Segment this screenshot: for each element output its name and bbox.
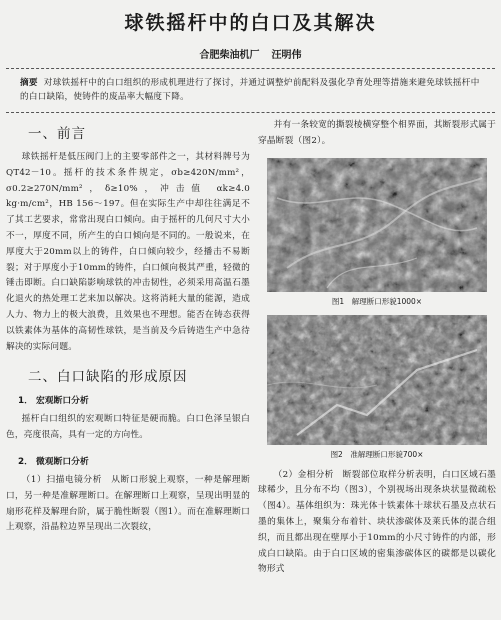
author-line bbox=[0, 46, 501, 61]
article-title: 球铁摇杆中的白口及其解决 bbox=[124, 12, 377, 34]
abstract-tag: 摘要 bbox=[20, 78, 38, 88]
intro-paragraph: 球铁摇杆是低压阀门上的主要零部件之一，其材料牌号为QT42－10。摇杆的技术条件规定，σb≥420N/mm²，σ0.2≥270N/mm²，δ≥10%，冲击值 αk≥4.0 kg·m/cm²，HB 156～197。但在实际生产中却往往满足不了其工艺要求，常常出现白口倾向。由于摇杆的几何尺寸大小不一，厚度不同，所产生的白口倾向是不同的。一般说来，在厚度大于20mm以上的铸件，白口倾向较少，经播击不易断裂；对于厚度小于10mm的铸件，白口倾向极其严重，轻微的锤击即断。白口缺陷影响球铁的冲击韧性，必须采用高温石墨化退火的热处理工艺来加以解决。这将消耗大量的能源，造成人力、物力上的极大浪费，且效果也不理想。能否在铸态获得以铁素体为基体的高韧性球铁，是当前及今后铸造生产中急待解决的实际问题。 bbox=[6, 152, 250, 352]
figure-1-micrograph bbox=[267, 158, 487, 292]
macro-paragraph: 摇杆白口组织的宏观断口特征是硬而脆。白口色泽呈银白色，亮度很高，具有一定的方向性。 bbox=[6, 414, 250, 441]
figure-2-micrograph bbox=[267, 315, 487, 445]
section-heading-causes: 二、白口缺陷的形成原因 bbox=[28, 369, 188, 386]
abstract bbox=[20, 76, 488, 104]
right-continuation-paragraph: 并有一条较宽的撕裂棱横穿整个相界面，其断裂形式属于穿晶断裂（图2）。 bbox=[258, 120, 496, 146]
figure-1-caption: 图1 解理断口形貌1000× bbox=[331, 296, 423, 306]
left-column bbox=[6, 122, 250, 536]
subheading-micro: 2． 微观断口分析 bbox=[18, 456, 89, 467]
top-divider bbox=[6, 68, 495, 69]
abstract-text: 对球铁摇杆中的白口组织的形成机理进行了探讨，并通过调整炉前配料及强化孕育处理等措施来避免球铁摇杆中的白口缺陷，使铸件的废品率大幅度下降。 bbox=[20, 78, 480, 102]
abstract-divider bbox=[6, 112, 495, 113]
micro-paragraph: （1）扫描电镜分析 从断口形貌上观察，一种是解理断口，另一种是准解理断口。在解理断口上观察，呈现出明显的扇形花样及解理台阶，属于脆性断裂（图1）。而在准解理断口上观察，沿晶粒边界呈现出二次裂纹， bbox=[6, 474, 250, 533]
metallography-paragraph: （2）金相分析 断裂部位取样分析表明，白口区域石墨球稀少，且分布不均（图3），个别视场出现条块状显微疏松（图4）。基体组织为：珠光体十铁素体十球状石墨及点状石墨的集体上，聚集分布着针、块状渗碳体及莱氏体的混合组织，而且都出现在壁厚小于10mm的小尺寸铸件的内部，形成白口缺陷。由于白口区域的密集渗碳体区的碳都是以碳化物形式 bbox=[258, 469, 496, 575]
subheading-macro: 1． 宏观断口分析 bbox=[18, 396, 89, 407]
right-column bbox=[258, 118, 496, 578]
author-name: 汪明伟 bbox=[271, 50, 302, 61]
figure-2-caption: 图2 准解理断口形貌700× bbox=[330, 449, 424, 459]
author-affiliation: 合肥柴油机厂 bbox=[199, 50, 260, 61]
section-heading-intro: 一、前言 bbox=[28, 126, 86, 142]
